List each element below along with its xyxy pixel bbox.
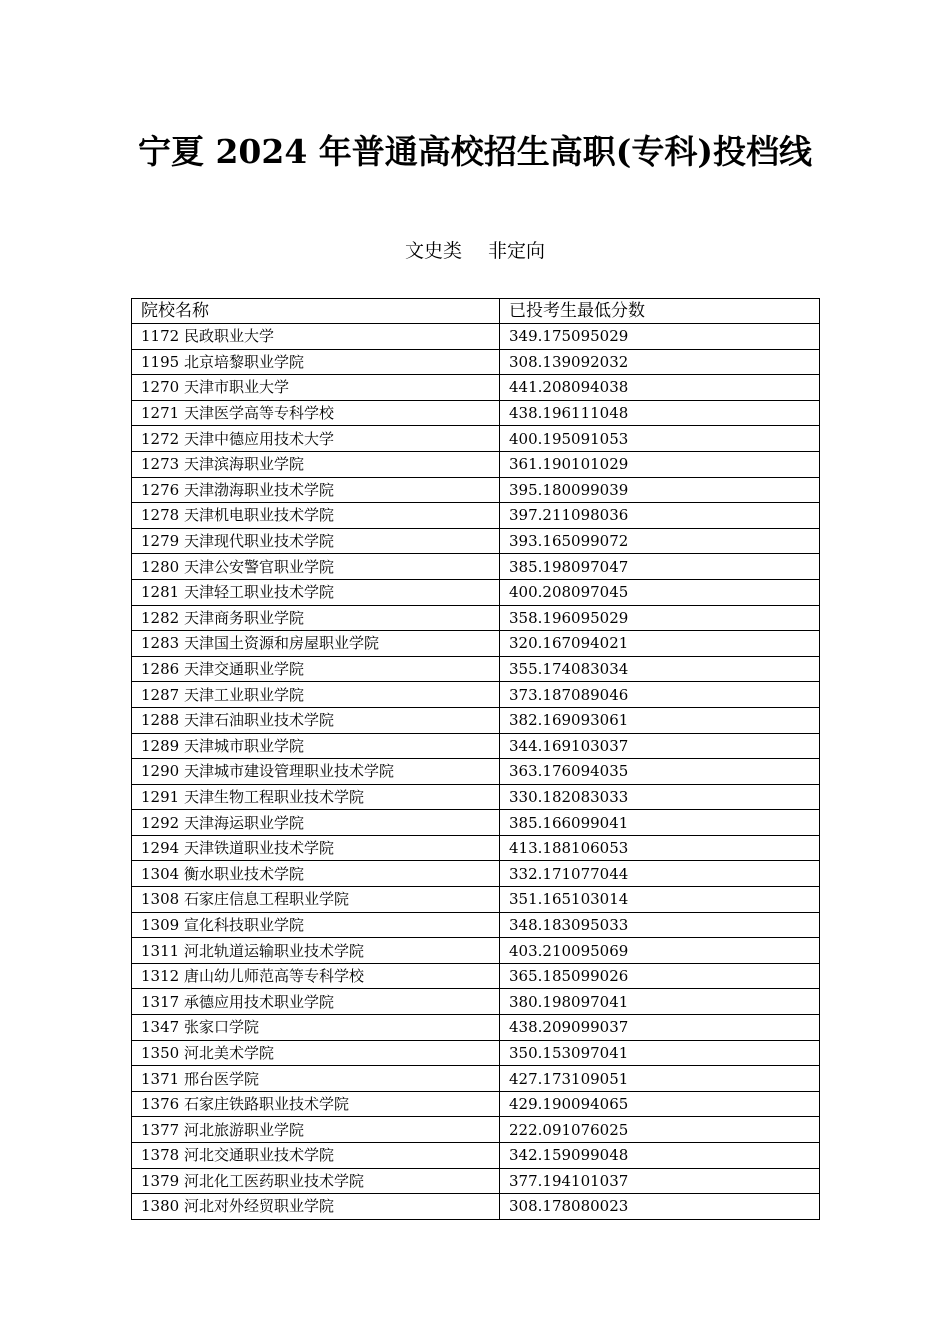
table-header-row — [132, 299, 820, 324]
school-name-cell: 1379 河北化工医药职业技术学院 — [132, 1168, 500, 1194]
school-name-cell: 1289 天津城市职业学院 — [132, 733, 500, 759]
table-row — [132, 324, 820, 350]
table-row — [132, 605, 820, 631]
min-score-cell: 438.209099037 — [500, 1015, 820, 1041]
min-score-cell: 400.195091053 — [500, 426, 820, 452]
school-name-cell: 1309 宣化科技职业学院 — [132, 912, 500, 938]
school-name-cell: 1290 天津城市建设管理职业技术学院 — [132, 759, 500, 785]
table-row — [132, 784, 820, 810]
school-name-cell: 1376 石家庄铁路职业技术学院 — [132, 1091, 500, 1117]
min-score-cell: 438.196111048 — [500, 400, 820, 426]
table-row — [132, 426, 820, 452]
min-score-cell: 393.165099072 — [500, 528, 820, 554]
school-name-cell: 1378 河北交通职业技术学院 — [132, 1143, 500, 1169]
table-row — [132, 1117, 820, 1143]
school-name-cell: 1304 衡水职业技术学院 — [132, 861, 500, 887]
min-score-cell: 308.178080023 — [500, 1194, 820, 1220]
school-name-cell: 1281 天津轻工职业技术学院 — [132, 579, 500, 605]
school-name-cell: 1288 天津石油职业技术学院 — [132, 707, 500, 733]
min-score-cell: 320.167094021 — [500, 631, 820, 657]
min-score-cell: 355.174083034 — [500, 656, 820, 682]
school-name-cell: 1271 天津医学高等专科学校 — [132, 400, 500, 426]
table-row — [132, 503, 820, 529]
min-score-cell: 373.187089046 — [500, 682, 820, 708]
subtitle — [0, 236, 950, 263]
school-name-cell: 1172 民政职业大学 — [132, 324, 500, 350]
table-row — [132, 349, 820, 375]
min-score-cell: 330.182083033 — [500, 784, 820, 810]
table-row — [132, 938, 820, 964]
min-score-cell: 395.180099039 — [500, 477, 820, 503]
school-name-cell: 1286 天津交通职业学院 — [132, 656, 500, 682]
min-score-cell: 365.185099026 — [500, 963, 820, 989]
min-score-cell: 385.198097047 — [500, 554, 820, 580]
table-row — [132, 656, 820, 682]
school-name-cell: 1311 河北轨道运输职业技术学院 — [132, 938, 500, 964]
table-row — [132, 1015, 820, 1041]
table-row — [132, 451, 820, 477]
page-title: 宁夏 2024 年普通高校招生高职(专科)投档线 — [137, 132, 813, 171]
school-name-cell: 1380 河北对外经贸职业学院 — [132, 1194, 500, 1220]
table-row — [132, 1040, 820, 1066]
school-name-cell: 1270 天津市职业大学 — [132, 375, 500, 401]
school-name-cell: 1279 天津现代职业技术学院 — [132, 528, 500, 554]
min-score-cell: 348.183095033 — [500, 912, 820, 938]
school-name-cell: 1312 唐山幼儿师范高等专科学校 — [132, 963, 500, 989]
min-score-cell: 344.169103037 — [500, 733, 820, 759]
table-row — [132, 1066, 820, 1092]
table-row — [132, 989, 820, 1015]
school-name-cell: 1347 张家口学院 — [132, 1015, 500, 1041]
min-score-cell: 350.153097041 — [500, 1040, 820, 1066]
school-name-cell: 1294 天津铁道职业技术学院 — [132, 835, 500, 861]
school-name-cell: 1195 北京培黎职业学院 — [132, 349, 500, 375]
min-score-cell: 385.166099041 — [500, 810, 820, 836]
table-row — [132, 1091, 820, 1117]
school-name-cell: 1287 天津工业职业学院 — [132, 682, 500, 708]
table-row — [132, 579, 820, 605]
min-score-cell: 351.165103014 — [500, 887, 820, 913]
subtitle-type: 非定向 — [488, 240, 546, 262]
table-row — [132, 1143, 820, 1169]
admission-score-table — [131, 298, 820, 1220]
min-score-cell: 441.208094038 — [500, 375, 820, 401]
table-row — [132, 835, 820, 861]
min-score-cell: 397.211098036 — [500, 503, 820, 529]
table-row — [132, 912, 820, 938]
school-name-cell: 1292 天津海运职业学院 — [132, 810, 500, 836]
school-name-cell: 1276 天津渤海职业技术学院 — [132, 477, 500, 503]
min-score-cell: 413.188106053 — [500, 835, 820, 861]
school-name-cell: 1272 天津中德应用技术大学 — [132, 426, 500, 452]
table-row — [132, 477, 820, 503]
table-row — [132, 733, 820, 759]
table-row — [132, 631, 820, 657]
min-score-cell: 349.175095029 — [500, 324, 820, 350]
table-row — [132, 682, 820, 708]
table-row — [132, 400, 820, 426]
min-score-cell: 332.171077044 — [500, 861, 820, 887]
column-header-min-score: 已投考生最低分数 — [500, 299, 820, 324]
min-score-cell: 382.169093061 — [500, 707, 820, 733]
table-row — [132, 1194, 820, 1220]
table-body — [132, 324, 820, 1220]
min-score-cell: 429.190094065 — [500, 1091, 820, 1117]
table-row — [132, 554, 820, 580]
school-name-cell: 1283 天津国土资源和房屋职业学院 — [132, 631, 500, 657]
min-score-cell: 403.210095069 — [500, 938, 820, 964]
table-row — [132, 887, 820, 913]
school-name-cell: 1317 承德应用技术职业学院 — [132, 989, 500, 1015]
table-row — [132, 707, 820, 733]
subtitle-category: 文史类 — [404, 240, 462, 262]
school-name-cell: 1282 天津商务职业学院 — [132, 605, 500, 631]
table-row — [132, 861, 820, 887]
min-score-cell: 308.139092032 — [500, 349, 820, 375]
school-name-cell: 1291 天津生物工程职业技术学院 — [132, 784, 500, 810]
table-row — [132, 759, 820, 785]
table-row — [132, 963, 820, 989]
school-name-cell: 1278 天津机电职业技术学院 — [132, 503, 500, 529]
school-name-cell: 1273 天津滨海职业学院 — [132, 451, 500, 477]
school-name-cell: 1308 石家庄信息工程职业学院 — [132, 887, 500, 913]
min-score-cell: 377.194101037 — [500, 1168, 820, 1194]
min-score-cell: 342.159099048 — [500, 1143, 820, 1169]
table-row — [132, 810, 820, 836]
school-name-cell: 1280 天津公安警官职业学院 — [132, 554, 500, 580]
column-header-school: 院校名称 — [132, 299, 500, 324]
min-score-cell: 222.091076025 — [500, 1117, 820, 1143]
table-row — [132, 1168, 820, 1194]
table-row — [132, 375, 820, 401]
school-name-cell: 1377 河北旅游职业学院 — [132, 1117, 500, 1143]
min-score-cell: 358.196095029 — [500, 605, 820, 631]
min-score-cell: 427.173109051 — [500, 1066, 820, 1092]
min-score-cell: 363.176094035 — [500, 759, 820, 785]
min-score-cell: 380.198097041 — [500, 989, 820, 1015]
min-score-cell: 400.208097045 — [500, 579, 820, 605]
table-row — [132, 528, 820, 554]
school-name-cell: 1371 邢台医学院 — [132, 1066, 500, 1092]
school-name-cell: 1350 河北美术学院 — [132, 1040, 500, 1066]
min-score-cell: 361.190101029 — [500, 451, 820, 477]
